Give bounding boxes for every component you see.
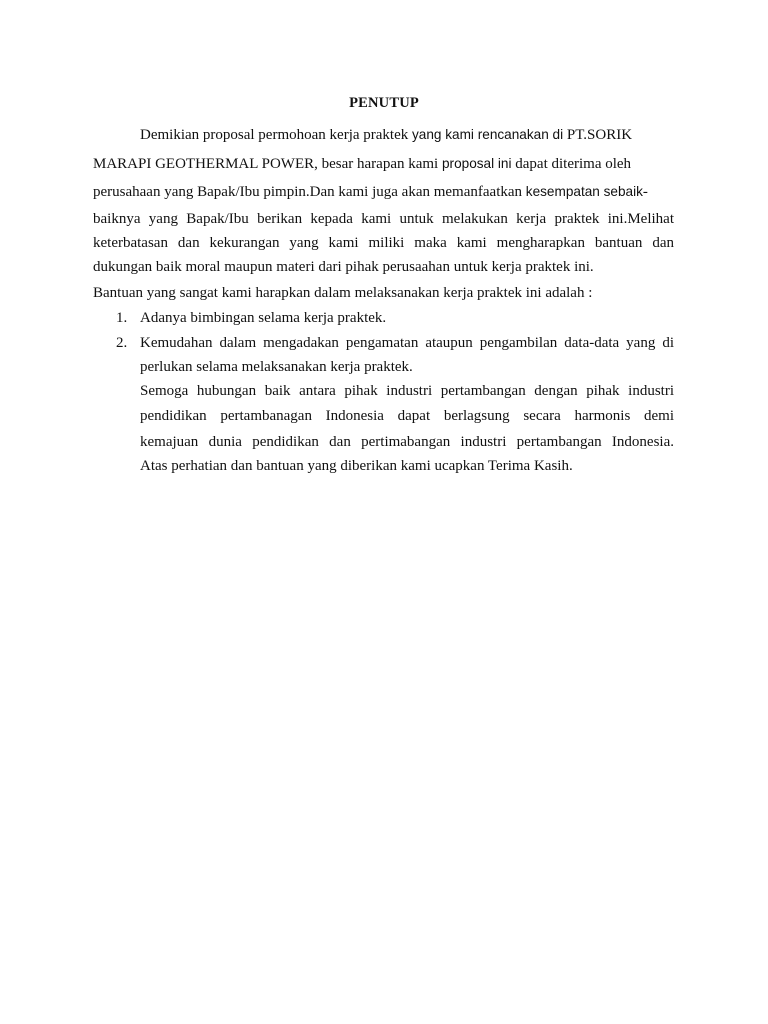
paragraph-line-2 (93, 156, 631, 173)
paragraph-line-5: keterbatasan dan kekurangan yang kami miliki maka kami mengharapkan bantuan dan (93, 235, 674, 251)
closing-line-2: pendidikan pertambanagan Indonesia dapat berlagsung secara harmonis demi (140, 408, 674, 424)
paragraph-line-3-part-3: - (642, 184, 648, 200)
page-title: PENUTUP (349, 95, 419, 111)
list-item-2-line-2: perlukan selama melaksanakan kerja praktek. (140, 359, 413, 375)
list-item-2-line-1: Kemudahan dalam mengadakan pengamatan ataupun pengambilan data-data yang di (140, 335, 674, 351)
list-item-2-number: 2. (116, 335, 128, 351)
paragraph-line-4: baiknya yang Bapak/Ibu berikan kepada kami untuk melakukan kerja praktek ini.Melihat (93, 211, 674, 227)
paragraph-line-3-part-2: kesempatan sebaik (525, 184, 643, 199)
list-intro: Bantuan yang sangat kami harapkan dalam melaksanakan kerja praktek ini adalah : (93, 285, 593, 301)
closing-line-4: Atas perhatian dan bantuan yang diberikan kami ucapkan Terima Kasih. (140, 458, 573, 474)
paragraph-line-2-part-3: dapat diterima oleh (511, 156, 632, 172)
paragraph-line-1-part-3: PT.SORIK (563, 127, 633, 143)
paragraph-line-2-part-1: MARAPI GEOTHERMAL POWER, besar harapan kami (93, 156, 442, 172)
closing-line-1: Semoga hubungan baik antara pihak industri pertambangan dengan pihak industri (140, 383, 674, 399)
list-item-1-number: 1. (116, 310, 128, 326)
paragraph-line-6: dukungan baik moral maupun materi dari pihak perusaahan untuk kerja praktek ini. (93, 259, 594, 275)
paragraph-line-1 (140, 127, 632, 144)
list-item-1-text: Adanya bimbingan selama kerja praktek. (140, 310, 387, 326)
paragraph-line-3-part-1: perusahaan yang Bapak/Ibu pimpin.Dan kami juga akan memanfaatkan (93, 184, 526, 200)
paragraph-line-1-part-2: yang kami rencanakan di (412, 127, 564, 142)
paragraph-line-2-part-2: proposal ini (441, 156, 512, 171)
paragraph-line-1-part-1: Demikian proposal permohoan kerja praktek (140, 127, 412, 143)
paragraph-line-3 (93, 184, 648, 201)
closing-line-3: kemajuan dunia pendidikan dan pertimabangan industri pertambangan Indonesia. (140, 434, 674, 450)
